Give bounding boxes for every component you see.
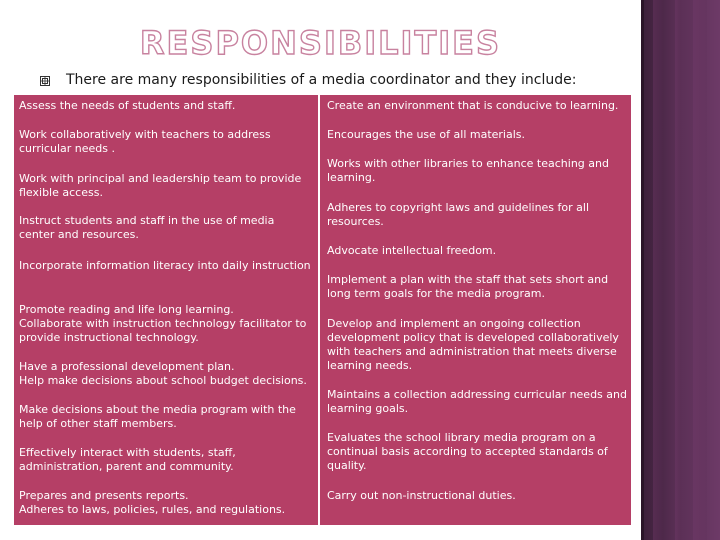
- left-item: Make decisions about the media program with the help of other staff members.: [19, 403, 296, 430]
- intro-bullet: [40, 70, 640, 90]
- right-item: Develop and implement an ongoing collection development policy that is developed collaboratively with teachers and administration that meets diverse learning needs.: [327, 317, 619, 372]
- slide-title: RESPONSIBILITIES: [139, 24, 502, 62]
- decorative-side-band: [641, 0, 720, 540]
- left-item: Instruct students and staff in the use of media center and resources.: [19, 214, 275, 241]
- right-item: Implement a plan with the staff that sets short and long term goals for the media program.: [327, 273, 609, 300]
- right-item: Works with other libraries to enhance teaching and learning.: [327, 157, 609, 184]
- column-divider: [318, 95, 320, 525]
- right-item: Advocate intellectual freedom.: [327, 244, 497, 257]
- left-item: Have a professional development plan. Help make decisions about school budget decisions.: [19, 360, 307, 387]
- left-item: Prepares and presents reports. Adheres to laws, policies, rules, and regulations.: [19, 489, 286, 516]
- right-item: Adheres to copyright laws and guidelines for all resources.: [327, 201, 590, 228]
- left-item: Promote reading and life long learning. Collaborate with instruction technology facilitator to provide instructional technology.: [19, 303, 307, 344]
- left-item: Assess the needs of students and staff.: [19, 99, 236, 112]
- right-item: Encourages the use of all materials.: [327, 128, 526, 141]
- left-item: Work with principal and leadership team to provide flexible access.: [19, 172, 302, 199]
- left-item: Work collaboratively with teachers to address curricular needs .: [19, 128, 271, 155]
- left-item: Effectively interact with students, staff, administration, parent and community.: [19, 446, 236, 473]
- intro-text: There are many responsibilities of a media coordinator and they include:: [66, 72, 577, 88]
- responsibilities-table: [14, 95, 631, 525]
- right-item: Maintains a collection addressing curricular needs and learning goals.: [327, 388, 627, 415]
- right-item: Evaluates the school library media program on a continual basis according to accepted standards of quality.: [327, 431, 608, 472]
- left-item: Incorporate information literacy into daily instruction: [19, 259, 311, 272]
- right-item: Create an environment that is conducive to learning.: [327, 99, 619, 112]
- right-item: Carry out non-instructional duties.: [327, 489, 516, 502]
- bullet-square-icon: [40, 76, 50, 86]
